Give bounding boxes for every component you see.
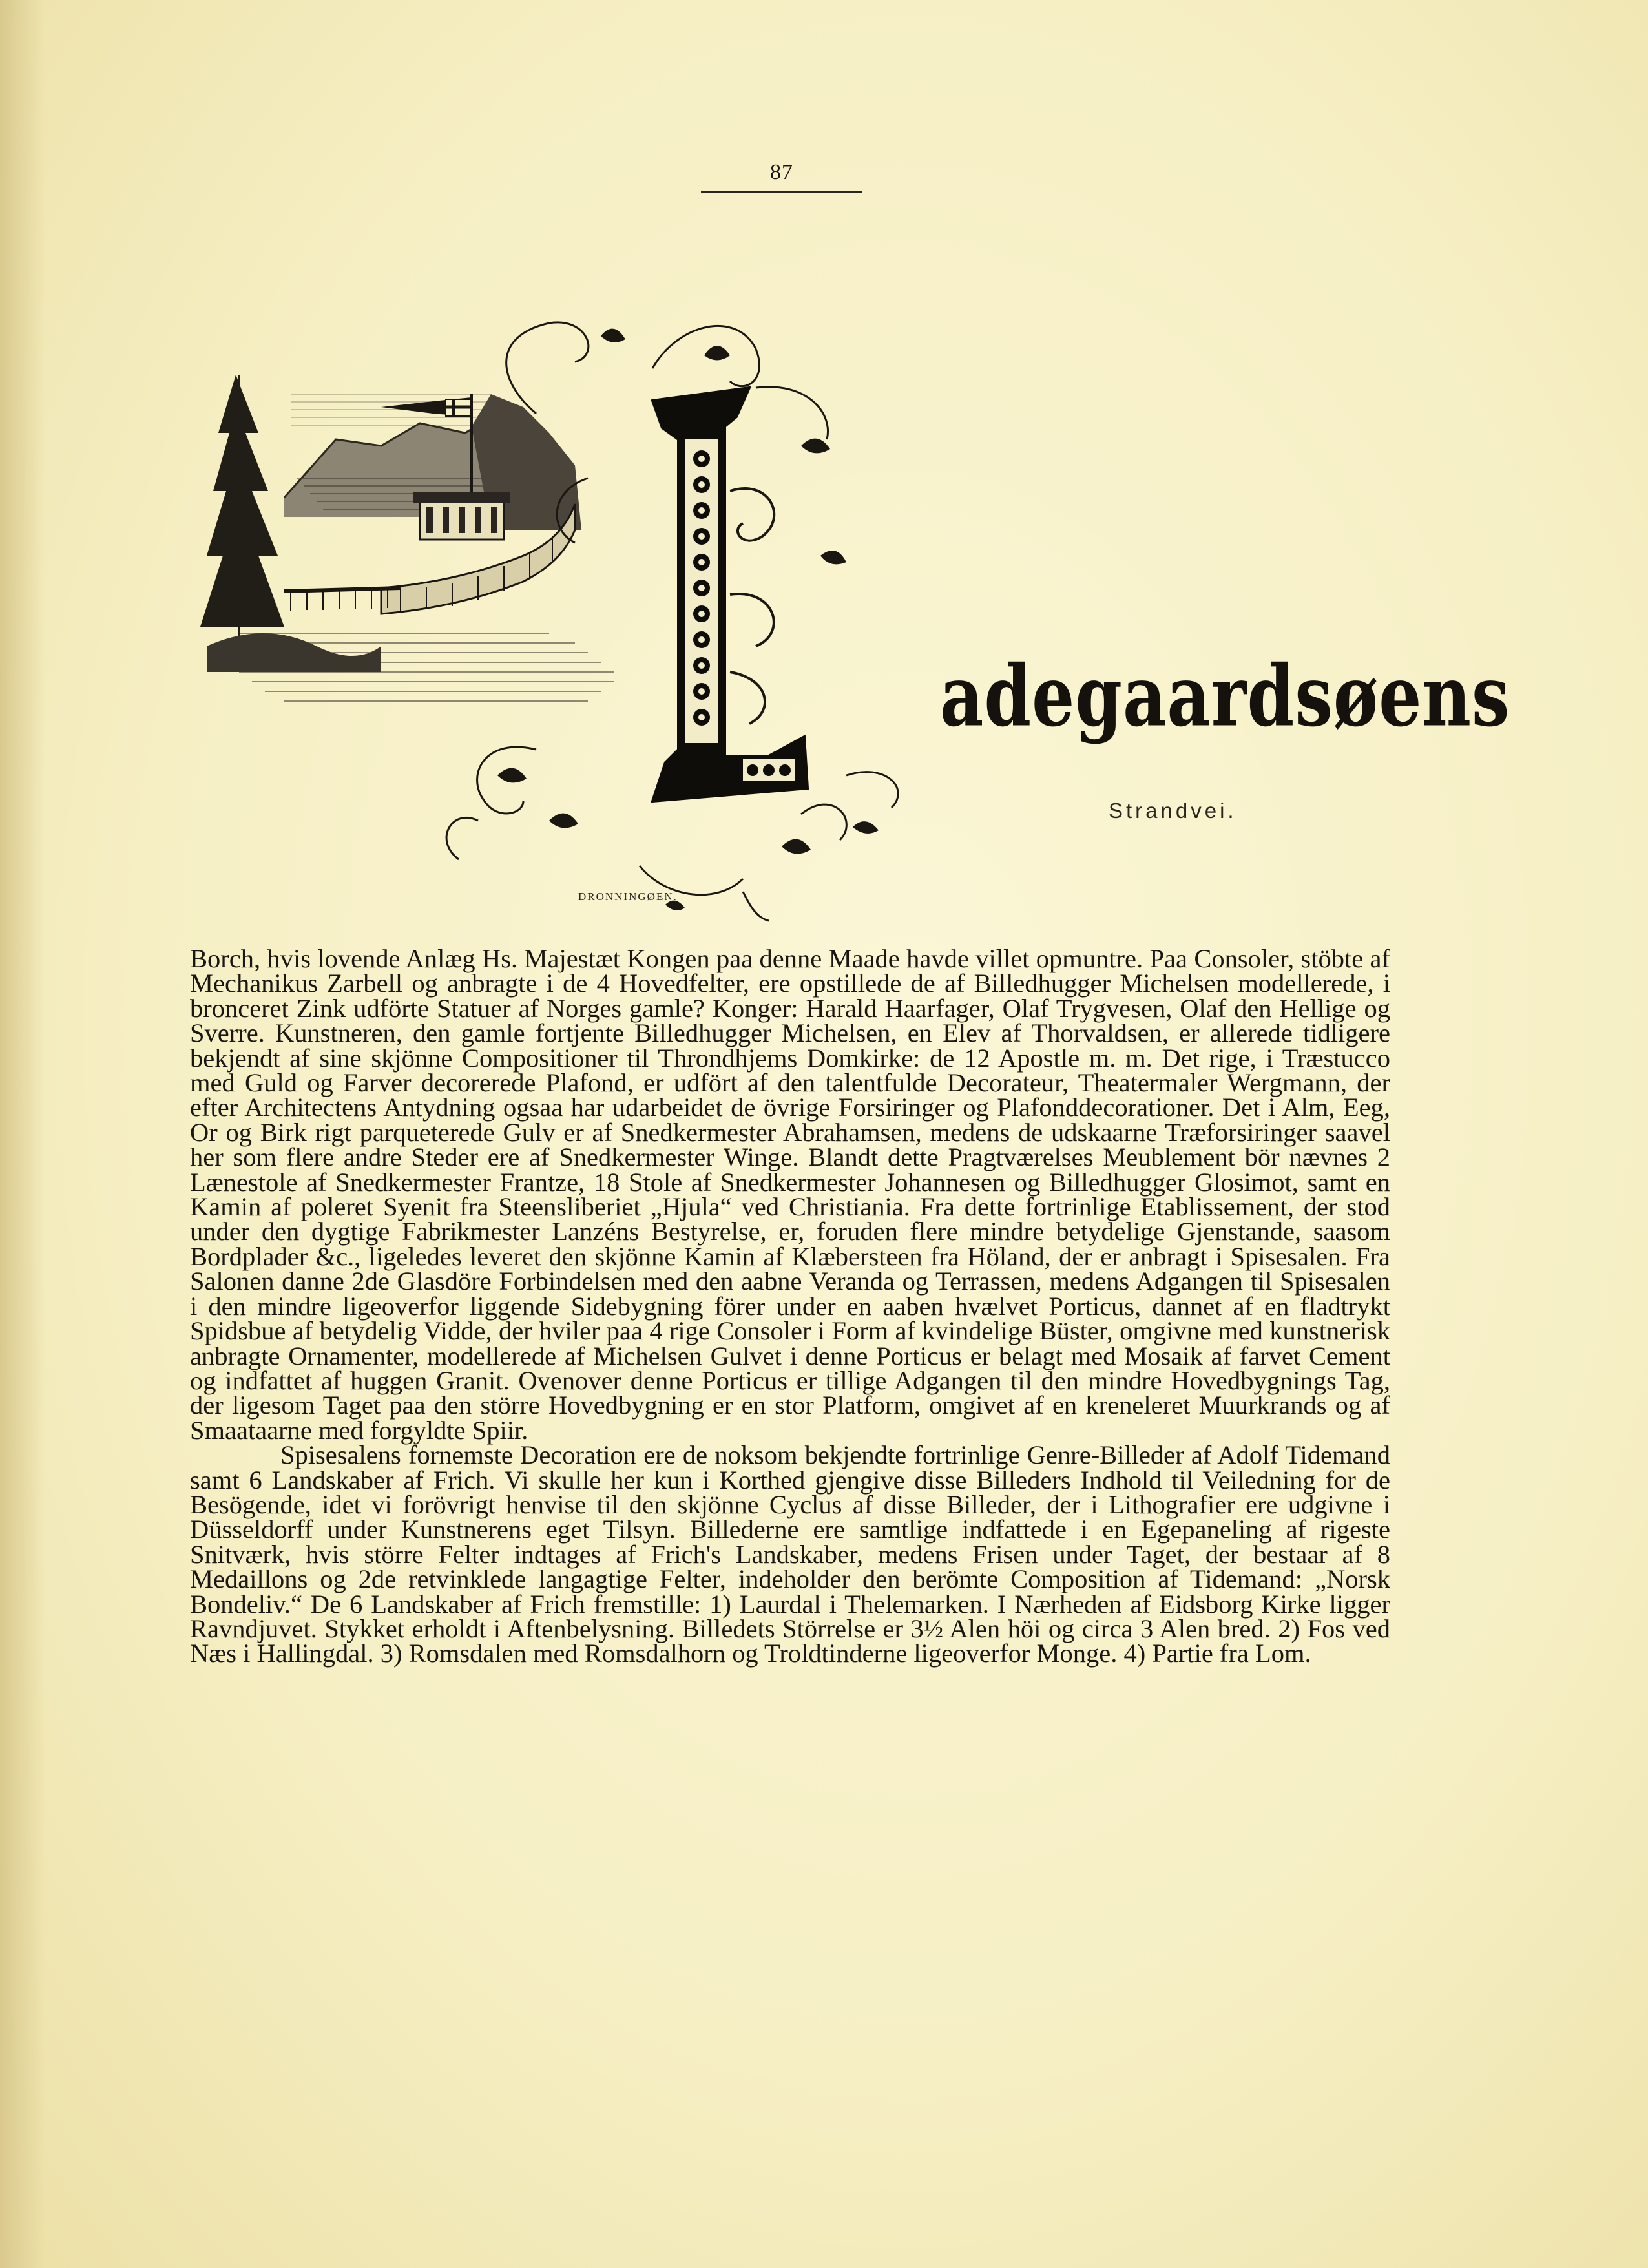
heading-subtitle: Strandvei. bbox=[1109, 799, 1237, 823]
paragraph: Spisesalens fornemste Decoration ere de noksom bekjendte fortrinlige Genre-Billeder af Adolf Tidemand samt 6 Landskaber af Frich. Vi skulle her kun i Korthed gjengive disse Billeders Indhold til Veiledning for de Besögende, idet vi forövrigt henvise til den skjönne Cyclus af disse Billeder, der i Lithografier ere udgivne i Düsseldorff under Kunstnerens eget Tilsyn. Billederne ere samtlige indfattede i en Egepaneling af rigeste Snitværk, hvis större Felter indtages af Frich's Landskaber, medens Frisen under Taget, der bestaar af 8 Medaillons og 2de retvinklede langagtige Felter, indeholder den berömte Composition af Tidemand: „Norsk Bondeliv.“ De 6 Landskaber af Frich fremstille: 1) Laurdal i Thelemarken. I Nærheden af Eidsborg Kirke ligger Ravndjuvet. Stykket erholdt i Aftenbelysning. Billedets Störrelse er 3½ Alen höi og circa 3 Alen bred. 2) Fos ved Næs i Hallingdal. 3) Romsdalen med Romsdalhorn og Troldtinderne ligeoverfor Monge. 4) Partie fra Lom. bbox=[190, 1440, 1390, 1668]
page-number: 87 bbox=[770, 160, 793, 184]
page-number-rule bbox=[701, 191, 862, 193]
engraving-vignette bbox=[187, 284, 1363, 924]
heading-title-word: adegaardsøens bbox=[940, 646, 1510, 746]
illustration-caption: DRONNINGØEN. bbox=[578, 890, 678, 903]
dronningoen-engraving bbox=[200, 375, 614, 701]
page-edge-shadow bbox=[0, 0, 45, 2268]
paragraph: Borch, hvis lovende Anlæg Hs. Majestæt Kongen paa denne Maade havde villet opmuntre. Paa Consoler, stöbte af Mechanikus Zarbell og anbragte i de 4 Hovedfelter, ere opstillede de af Billedhugger Michelsen modellerede, i bronceret Zink udförte Statuer af Norges gamle? Konger: Harald Haarfager, Olaf Trygvesen, Olaf den Hellige og Sverre. Kunstneren, den gamle fortjente Billedhugger Michelsen, en Elev af Thorvaldsen, er allerede tidligere bekjendt af sine skjönne Compositioner til Throndhjems Domkirke: de 12 Apostle m. m. Det rige, i Træstucco med Guld og Farver decorerede Plafond, er udfört af den talentfulde Decorateur, Theatermaler Wergmann, der efter Architectens Antydning ogsaa har udarbeidet de övrige Forsiringer og Plafonddecorationer. Det i Alm, Eeg, Or og Birk rigt parqueterede Gulv er af Snedkermester Abrahamsen, medens de udskaarne Træforsiringer saavel her som flere andre Steder ere af Snedkermester Winge. Blandt dette Pragtværelses Meublement bör nævnes 2 Lænestole af Snedkermester Frantze, 18 Stole af Snedkermester Johannesen og Billedhugger Glosimot, samt en Kamin af poleret Syenit fra Steensliberiet „Hjula“ ved Christiania. Fra dette fortrinlige Etablissement, der stod under den dygtige Fabrikmester Lanzéns Bestyrelse, er, foruden flere mindre betydelige Gjenstande, saasom Bordplader &c., ligeledes leveret den skjönne Kamin af Klæbersteen fra Höland, der er anbragt i Spisesalen. Fra Salonen danne 2de Glasdöre Forbindelsen med den aabne Veranda og Terrassen, medens Adgangen til Spisesalen i den mindre ligeoverfor liggende Sidebygning förer under en aaben hvælvet Porticus, dannet af en fladtrykt Spidsbue af betydelig Vidde, der hviler paa 4 rige Consoler i Form af kvindelige Büster, omgivne med kunstnerisk anbragte Ornamenter, modellerede af Michelsen Gulvet i denne Porticus er belagt med Mosaik af farvet Cement og indfattet af huggen Granit. Ovenover denne Porticus er tillige Adgangen til den mindre Hovedbygnings Tag, der ligesom Taget paa den större Hovedbygning er en stor Platform, omgivet af en kreneleret Muurkrands og af Smaataarne med forgyldte Spiir. bbox=[190, 944, 1390, 1445]
article-body bbox=[190, 944, 1390, 1668]
